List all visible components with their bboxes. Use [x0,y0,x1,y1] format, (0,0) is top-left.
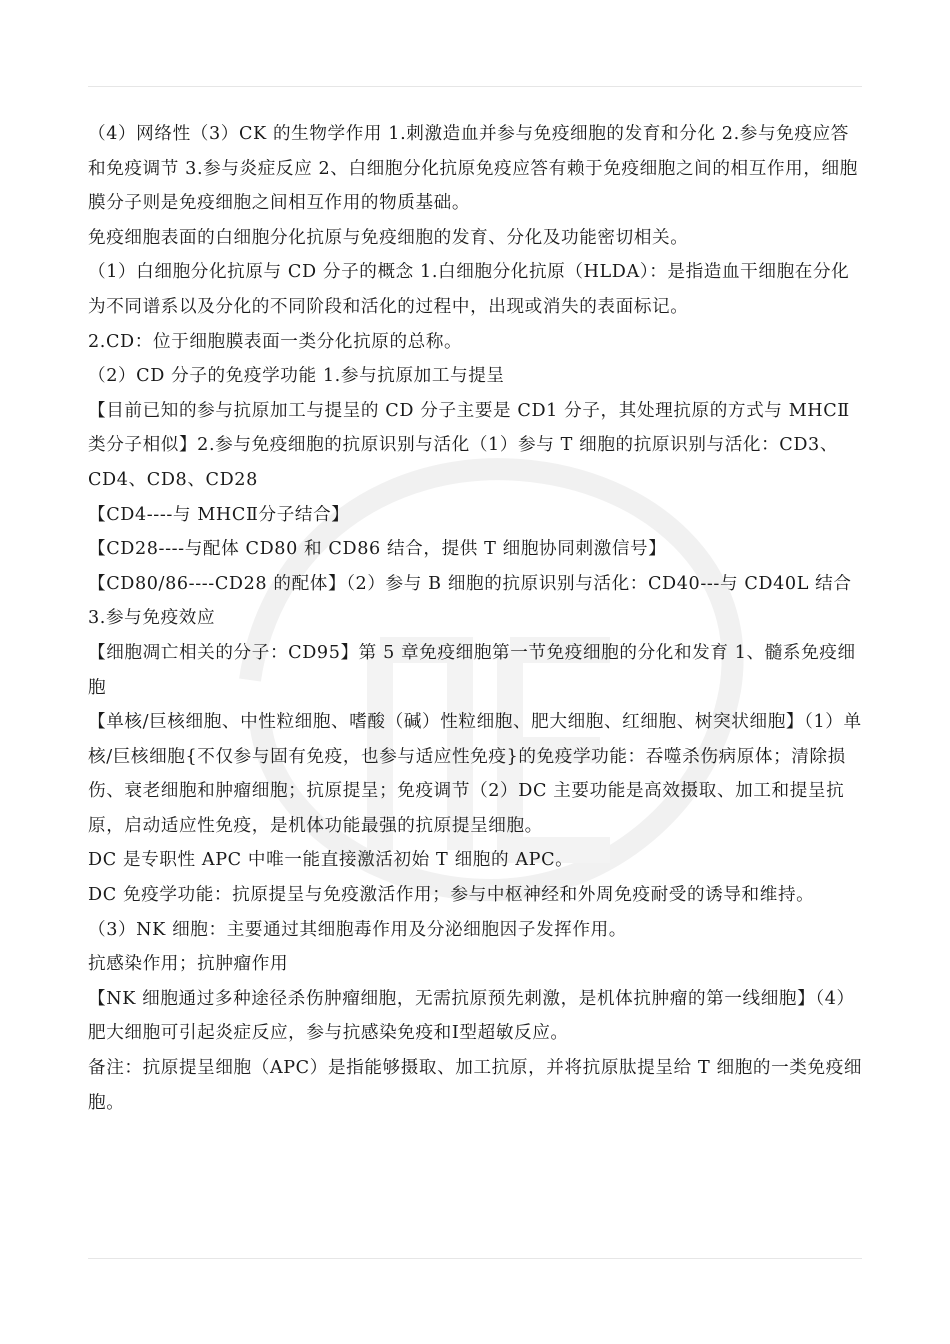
paragraph: （2）CD 分子的免疫学功能 1.参与抗原加工与提呈 [88,366,505,387]
paragraph: 【NK 细胞通过多种途径杀伤肿瘤细胞，无需抗原预先刺激，是机体抗肿瘤的第一线细胞】（4）肥大细胞可引起炎症反应，参与抗感染免疫和Ⅰ型超敏反应。 [88,988,855,1044]
paragraph: （3）NK 细胞：主要通过其细胞毒作用及分泌细胞因子发挥作用。 [88,919,627,940]
paragraph: DC 是专职性 APC 中唯一能直接激活初始 T 细胞的 APC。 [88,850,574,871]
paragraph: 免疫细胞表面的白细胞分化抗原与免疫细胞的发育、分化及功能密切相关。 [88,227,689,248]
document-body [88,117,864,1120]
paragraph: 备注：抗原提呈细胞（APC）是指能够摄取、加工抗原，并将抗原肽提呈给 T 细胞的一类免疫细胞。 [88,1058,863,1113]
paragraph: 【目前已知的参与抗原加工与提呈的 CD 分子主要是 CD1 分子，其处理抗原的方式与 MHCⅡ类分子相似】2.参与免疫细胞的抗原识别与活化（1）参与 T 细胞的抗原识别与活化：CD3、CD4、CD8、CD28 [88,400,850,490]
paragraph: 抗感染作用；抗肿瘤作用 [88,954,289,975]
paragraph: 2.CD：位于细胞膜表面一类分化抗原的总称。 [88,331,463,352]
footer-divider [88,1258,862,1259]
paragraph: 【CD80/86----CD28 的配体】（2）参与 B 细胞的抗原识别与活化：CD40---与 CD40L 结合 3.参与免疫效应 [88,573,852,629]
header-divider [88,86,862,87]
paragraph: DC 免疫学功能：抗原提呈与免疫激活作用；参与中枢神经和外周免疫耐受的诱导和维持。 [88,885,815,906]
paragraph: 【CD4----与 MHCⅡ分子结合】 [88,504,350,525]
paragraph: 【细胞凋亡相关的分子：CD95】第 5 章免疫细胞第一节免疫细胞的分化和发育 1、髓系免疫细胞 [88,642,856,698]
paragraph: 【单核/巨核细胞、中性粒细胞、嗜酸（碱）性粒细胞、肥大细胞、红细胞、树突状细胞】（1）单核/巨核细胞{不仅参与固有免疫，也参与适应性免疫}的免疫学功能：吞噬杀伤病原体；清除损伤、衰老细胞和肿瘤细胞；抗原提呈；免疫调节（2）DC 主要功能是高效摄取、加工和提呈抗原，启动适应性免疫，是机体功能最强的抗原提呈细胞。 [88,712,862,836]
paragraph: （4）网络性（3）CK 的生物学作用 1.刺激造血并参与免疫细胞的发育和分化 2.参与免疫应答和免疫调节 3.参与炎症反应 2、白细胞分化抗原免疫应答有赖于免疫细胞之间的相互作用，细胞膜分子则是免疫细胞之间相互作用的物质基础。 [88,124,858,214]
paragraph: （1）白细胞分化抗原与 CD 分子的概念 1.白细胞分化抗原（HLDA）：是指造血干细胞在分化为不同谱系以及分化的不同阶段和活化的过程中，出现或消失的表面标记。 [88,262,850,317]
paragraph: 【CD28----与配体 CD80 和 CD86 结合，提供 T 细胞协同刺激信号】 [88,539,667,560]
